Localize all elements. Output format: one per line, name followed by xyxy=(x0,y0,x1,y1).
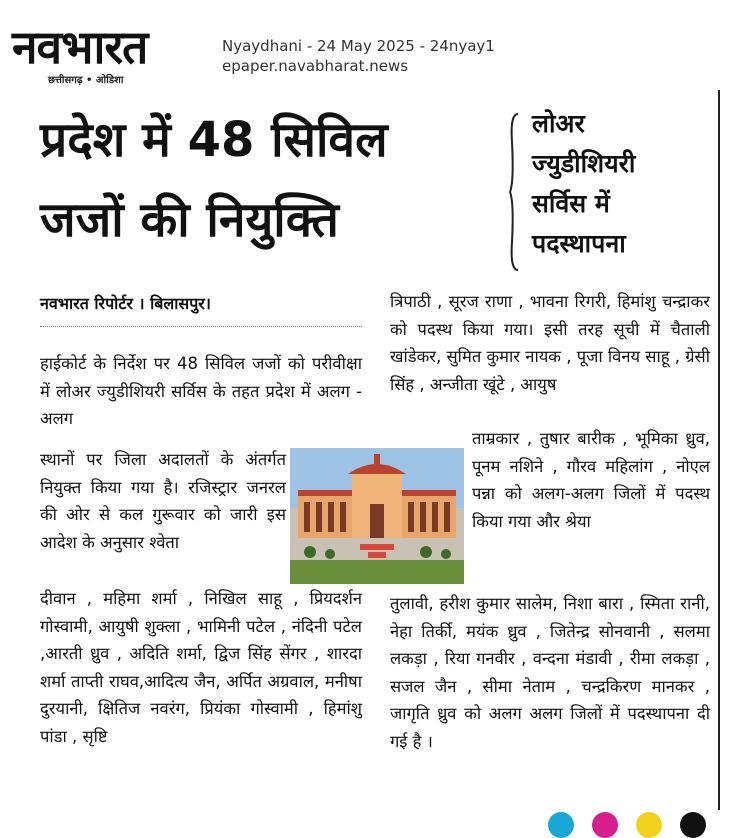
byline-divider xyxy=(40,326,362,327)
high-court-photo xyxy=(290,448,464,584)
brace-divider xyxy=(508,112,522,272)
site-url: epaper.navabharat.news xyxy=(222,57,409,75)
magenta-register-mark xyxy=(592,812,618,838)
yellow-register-mark xyxy=(636,812,662,838)
newspaper-logo: नवभारत xyxy=(12,20,148,74)
body-col1-bottom: दीवान , महिमा शर्मा , निखिल साहू , प्रियदर्शन गोस्वामी, आयुषी शुक्ला , भामिनी पटेल , नंदिनी पटेल ,आरती ध्रुव , अदिति शर्मा, द्विज सिंह सेंगर , शारदा शर्मा ताप्ती राघव,आदित्य जैन, अर्पित अग्रवाल, मनीषा दुरयानी, क्षितिज नवरंग, प्रियंका गोस्वामी , हिमांशु पांडा , सृष्टि xyxy=(40,589,362,746)
byline: नवभारत रिपोर्टर । बिलासपुर। xyxy=(40,294,211,313)
body-col2-wrap: ताम्रकार , तुषार बारीक , भूमिका ध्रुव, पूनम नशिने , गौरव महिलांग , नोएल पन्ना को अलग-अलग जिलों में पदस्थ किया गया और श्रेया xyxy=(472,429,710,531)
building-illustration xyxy=(290,448,464,584)
headline-line-2: जजों की नियुक्ति xyxy=(40,192,339,248)
kicker xyxy=(532,104,712,264)
edition-info xyxy=(222,36,495,76)
black-register-mark xyxy=(680,812,706,838)
masthead xyxy=(0,0,732,86)
kicker-line-4: पदस्थापना xyxy=(532,229,626,258)
body-col2-bottom: तुलावी, हरीश कुमार सालेम, निशा बारा , स्मिता रानी, नेहा तिर्की, मयंक ध्रुव , जितेन्द्र सोनवानी , सलमा लकड़ा , रिया गनवीर , वन्दना मंडावी , रीमा लकड़ा , सजल जैन , सीमा नेताम , चन्द्रकिरण मानकर , जागृति ध्रुव को अलग अलग जिलों में पदस्थापना दी गई है । xyxy=(390,594,710,751)
body-col2-top: त्रिपाठी , सूरज राणा , भावना रिगरी, हिमांशु चन्द्राकर को पदस्थ किया गया। इसी तरह सूची में चैताली खांडेकर, सुमित कुमार नायक , पूजा विनय साहू , ग्रेसी सिंह , अन्जीता खूंटे , आयुष xyxy=(390,292,710,394)
body-col1-wrap: स्थानों पर जिला अदालतों के अंतर्गत नियुक्त किया गया है। रजिस्ट्रार जनरल की ओर से कल गुरूवार को जारी इस आदेश के अनुसार श्वेता xyxy=(40,450,286,552)
headline xyxy=(40,100,510,260)
logo-subtitle: छत्तीसगढ़ • ओडिशा xyxy=(48,75,124,86)
headline-line-1: प्रदेश में 48 सिविल xyxy=(40,112,388,168)
registration-marks xyxy=(0,812,732,824)
kicker-line-3: सर्विस में xyxy=(532,189,610,218)
edition-line: Nyaydhani - 24 May 2025 - 24nyay1 xyxy=(222,37,495,55)
cyan-register-mark xyxy=(548,812,574,838)
body-col1-top: हाईकोर्ट के निर्देश पर 48 सिविल जजों को परीवीक्षा में लोअर ज्युडीशियरी सर्विस के तहत प्रदेश में अलग - अलग xyxy=(40,354,362,428)
column-rule xyxy=(718,90,720,810)
kicker-line-2: ज्युडीशियरी xyxy=(532,149,636,178)
kicker-line-1: लोअर xyxy=(532,109,585,138)
